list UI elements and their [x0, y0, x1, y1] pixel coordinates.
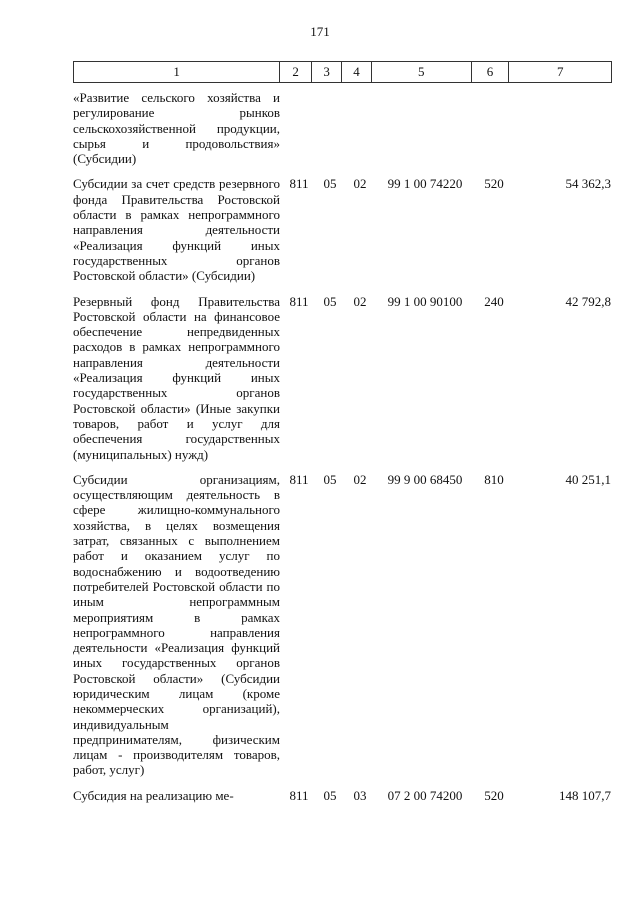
row-section: 05 [323, 471, 337, 487]
row-ministry-code: 811 [289, 471, 309, 487]
row-target-article: 99 1 00 74220 [387, 176, 463, 192]
header-col-2: 2 [280, 62, 312, 82]
header-col-3: 3 [312, 62, 342, 82]
row-section: 05 [323, 293, 337, 309]
header-col-7: 7 [556, 64, 564, 79]
row-ministry-code: 811 [289, 293, 309, 309]
row-description: «Развитие сельского хозяйства и регулирование рынков сельскохозяйственной продукции, сырья и продовольствия» (Субсидии) [73, 90, 280, 167]
page-number: 171 [310, 24, 330, 39]
header-col-6: 6 [472, 62, 510, 82]
row-section: 05 [323, 176, 337, 192]
table-row [73, 294, 612, 462]
row-subsection: 02 [353, 471, 367, 487]
table-body [73, 90, 612, 803]
row-target-article: 99 9 00 68450 [387, 471, 463, 487]
header-col-5: 5 [372, 62, 472, 82]
row-amount: 148 107,7 [559, 787, 611, 803]
row-subsection: 03 [353, 787, 367, 803]
header-col-4: 4 [342, 62, 372, 82]
header-col-1: 1 [74, 62, 280, 82]
row-ministry-code: 811 [289, 787, 309, 803]
row-expense-type: 520 [484, 787, 504, 803]
row-description: Субсидии за счет средств резервного фонда Правительства Ростовской области в рамках непрограммного направления деятельности «Реализация функций иных государственных органов Ростовской области» (Субсидии) [73, 176, 280, 284]
row-expense-type: 520 [484, 176, 504, 192]
row-description: Резервный фонд Правительства Ростовской области на финансовое обеспечение непредвиденных расходов в рамках непрограммного направления деятельности «Реализация функций иных государственных органов Ростовской области» (Иные закупки товаров, работ и услуг для обеспечения государственных (муниципальных) нужд) [73, 293, 280, 462]
row-subsection: 02 [353, 293, 367, 309]
row-target-article: 07 2 00 74200 [387, 787, 463, 803]
row-amount: 40 251,1 [565, 471, 611, 487]
row-expense-type: 240 [484, 293, 504, 309]
row-expense-type: 810 [484, 471, 504, 487]
row-description: Субсидии организациям, осуществляющим деятельность в сфере жилищно-коммунального хозяйства, в целях возмещения затрат, связанных с выполнением работ и оказанием услуг по водоснабжению и водоотведению потребителей Ростовской области по иным непрограммным мероприятиям в рамках непрограммного направления деятельности «Реализация функций иных государственных органов Ростовской области» (Субсидии юридическим лицам (кроме некоммерческих организаций), индивидуальным предпринимателям, физическим лицам - производителям товаров, работ, услуг) [73, 471, 280, 778]
table-row [73, 788, 612, 803]
table-header-row [73, 61, 612, 83]
row-subsection: 02 [353, 176, 367, 192]
row-target-article: 99 1 00 90100 [387, 293, 463, 309]
row-description: Субсидия на реализацию ме- [73, 787, 234, 803]
table-row [73, 472, 612, 778]
table-row [73, 90, 612, 166]
table-row [73, 176, 612, 283]
row-amount: 54 362,3 [565, 176, 611, 192]
row-amount: 42 792,8 [565, 293, 611, 309]
row-section: 05 [323, 787, 337, 803]
row-ministry-code: 811 [289, 176, 309, 192]
